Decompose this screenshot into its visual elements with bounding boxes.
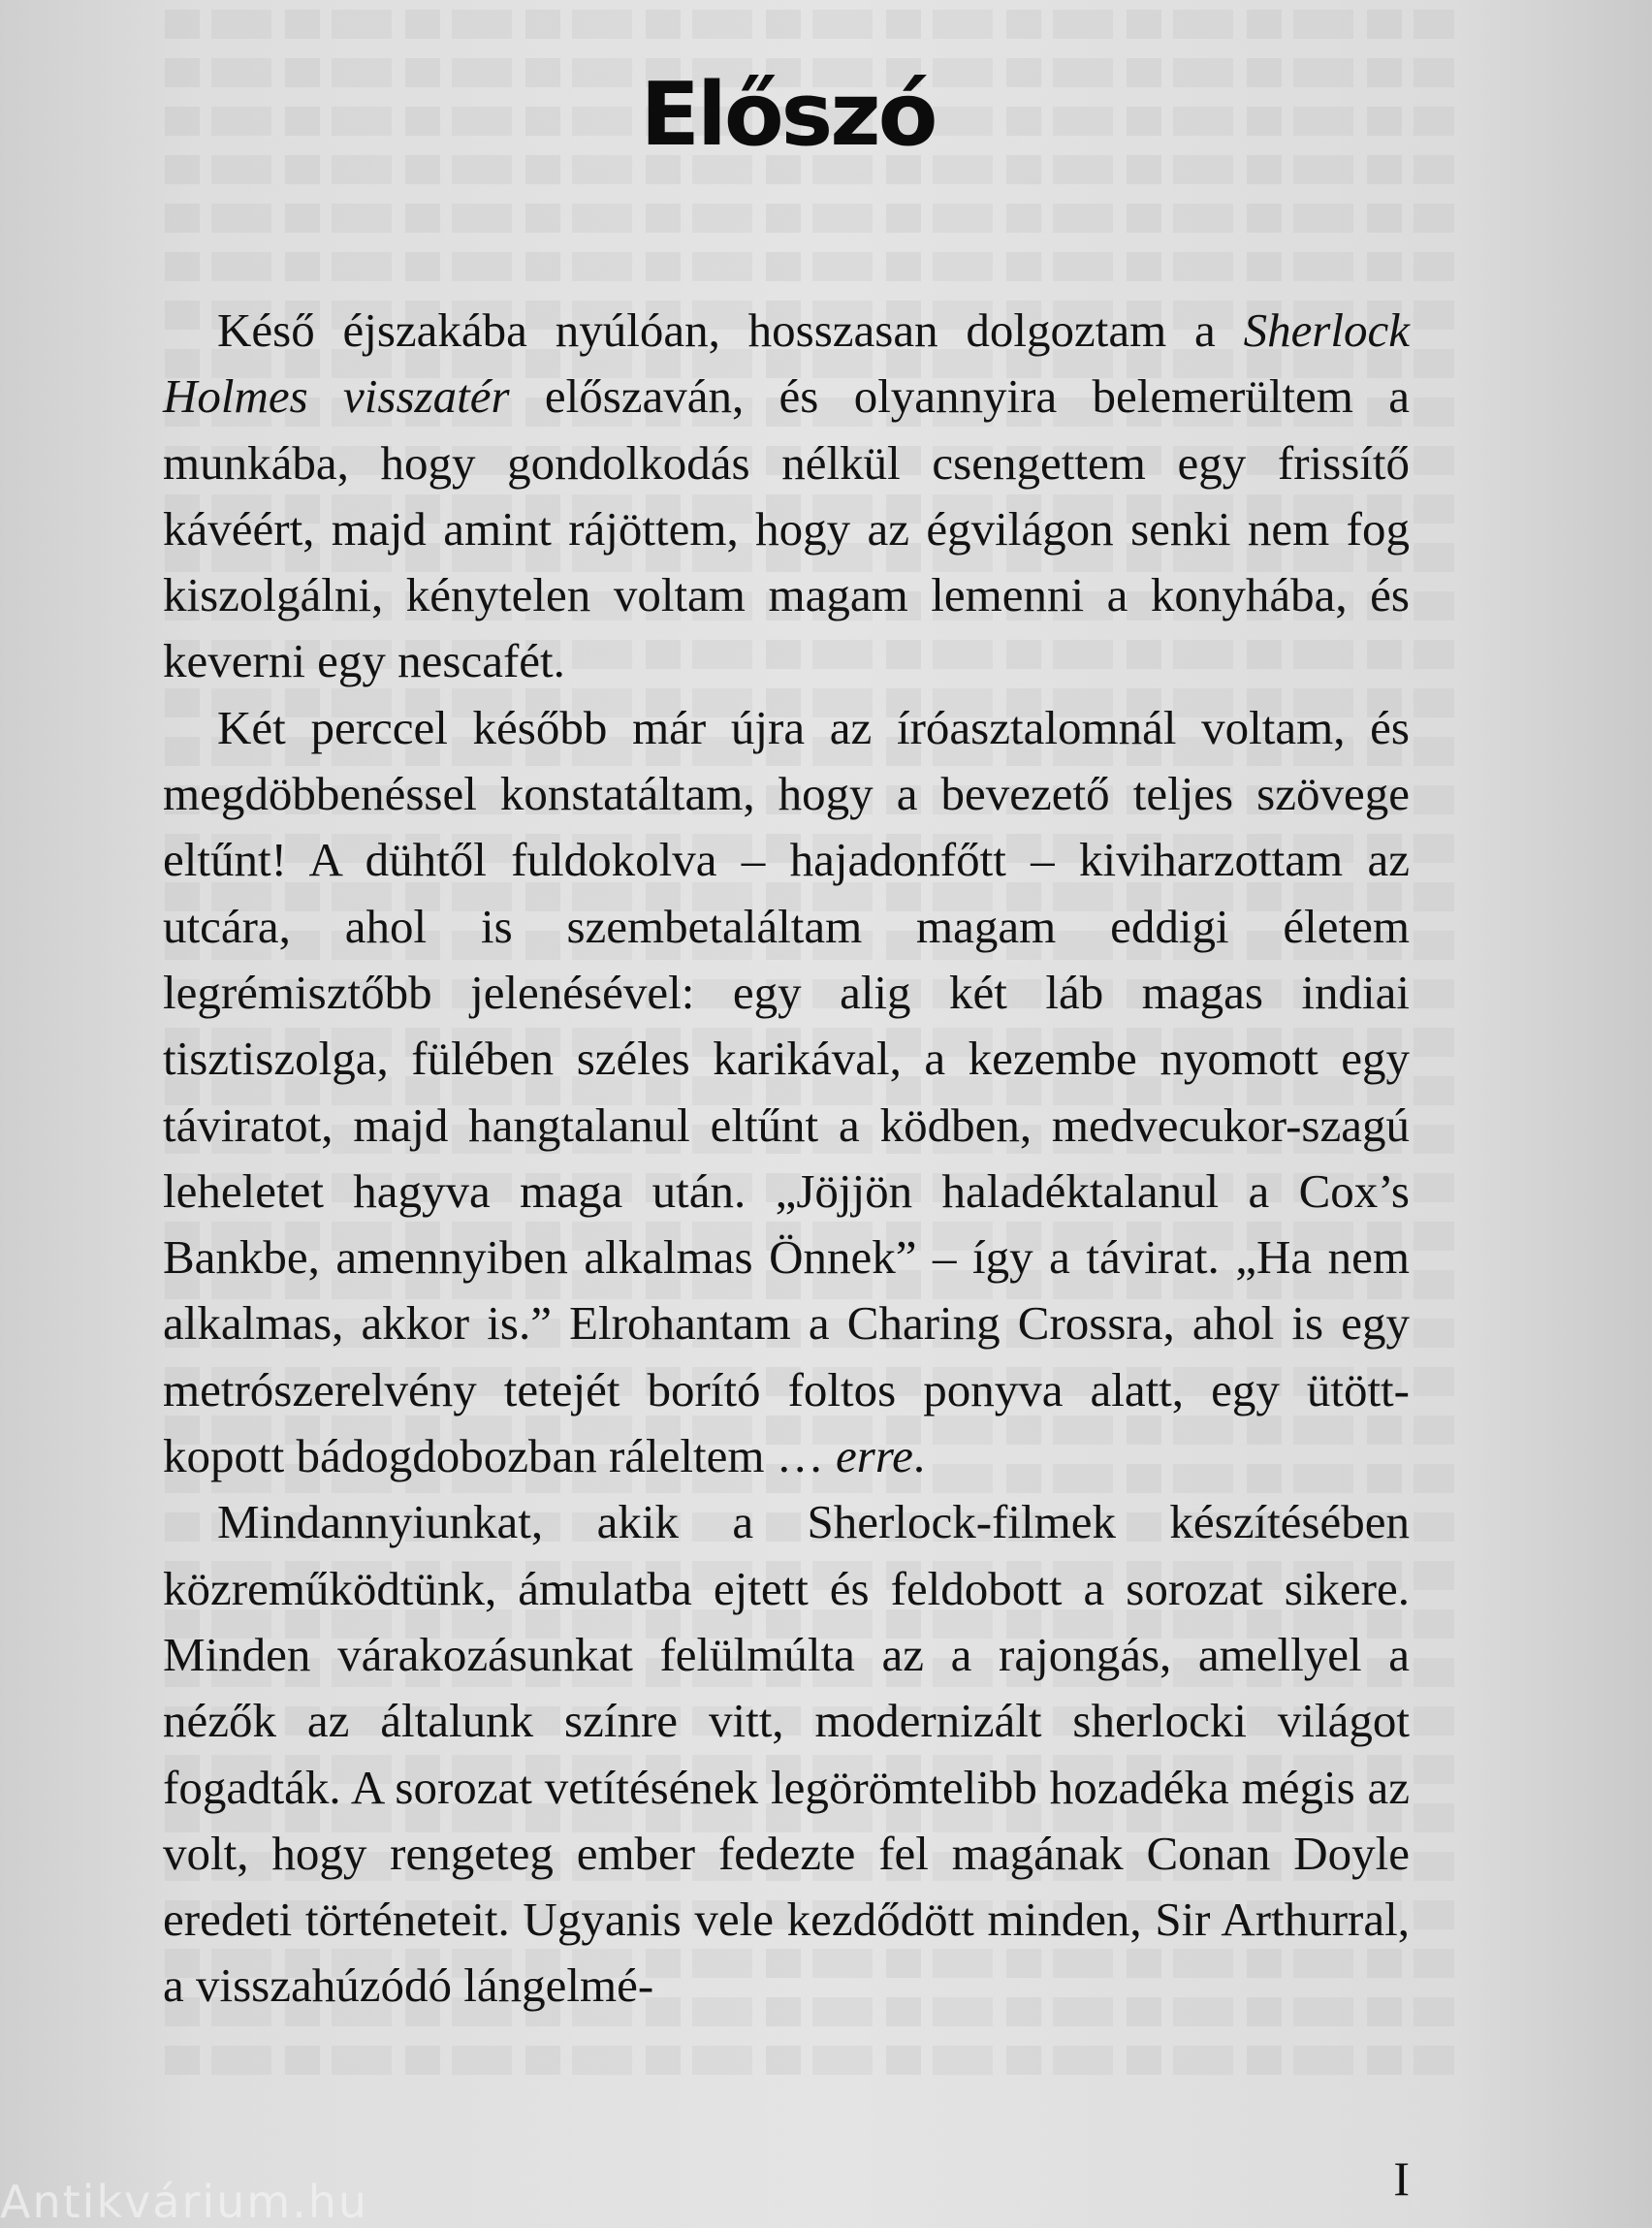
paragraph-1-italic: Sherlock Holmes visszatér — [163, 303, 1410, 424]
watermark: Antikvárium.hu — [0, 2176, 369, 2228]
paragraph-2-italic: erre — [836, 1429, 913, 1483]
paragraph-1-text-after: előszaván, és olyannyira belemerültem a munkába, hogy gondolkodás nélkül csengettem egy frissítő kávéért, majd amint rájöttem, hogy az égvilágon senki nem fog kiszolgálni, kénytelen voltam magam lemenni a konyhába, és keverni egy nescafét. — [163, 369, 1410, 688]
body-text — [163, 298, 1410, 2020]
page-number: I — [1393, 2151, 1410, 2206]
paragraph-2 — [163, 695, 1410, 1490]
chapter-title: Előszó — [640, 64, 936, 166]
paragraph-1-text-before: Késő éjszakába nyúlóan, hosszasan dolgoztam a — [217, 303, 1244, 357]
paragraph-2-text-after: . — [912, 1429, 926, 1483]
paragraph-3 — [163, 1489, 1410, 2019]
paragraph-1 — [163, 298, 1410, 695]
paragraph-2-text-before: Két perccel később már újra az íróasztalomnál voltam, és megdöbbenéssel konstatáltam, hogy a bevezető teljes szövege eltűnt! A dühtől fuldokolva – hajadonfőtt – kiviharzottam az utcára, ahol is szembetaláltam magam eddigi életem legrémisztőbb jelenésével: egy alig két láb magas indiai tisztiszolga, fülében széles karikával, a kezembe nyomott egy táviratot, majd hangtalanul eltűnt a ködben, medvecukor-szagú leheletet hagyva maga után. „Jöjjön haladéktalanul a Cox’s Bankbe, amennyiben alkalmas Önnek” – így a távirat. „Ha nem alkalmas, akkor is.” Elrohantam a Charing Crossra, ahol is egy metrószerelvény tetejét borító foltos ponyva alatt, egy ütött-kopott bádogdobozban ráleltem … — [163, 700, 1410, 1483]
paragraph-3-text-before: Mindannyiunkat, akik a Sherlock-filmek készítésében közreműködtünk, ámulatba ejtett és feldobott a sorozat sikere. Minden várakozásunkat felülmúlta az a rajongás, amellyel a nézők az általunk színre vitt, modernizált sherlocki világot fogadták. A sorozat vetítésének legörömtelibb hozadéka mégis az volt, hogy rengeteg ember fedezte fel magának Conan Doyle eredeti történeteit. Ugyanis vele kezdődött minden, Sir Arthurral, a visszahúzódó lángelmé- — [163, 1495, 1410, 2013]
